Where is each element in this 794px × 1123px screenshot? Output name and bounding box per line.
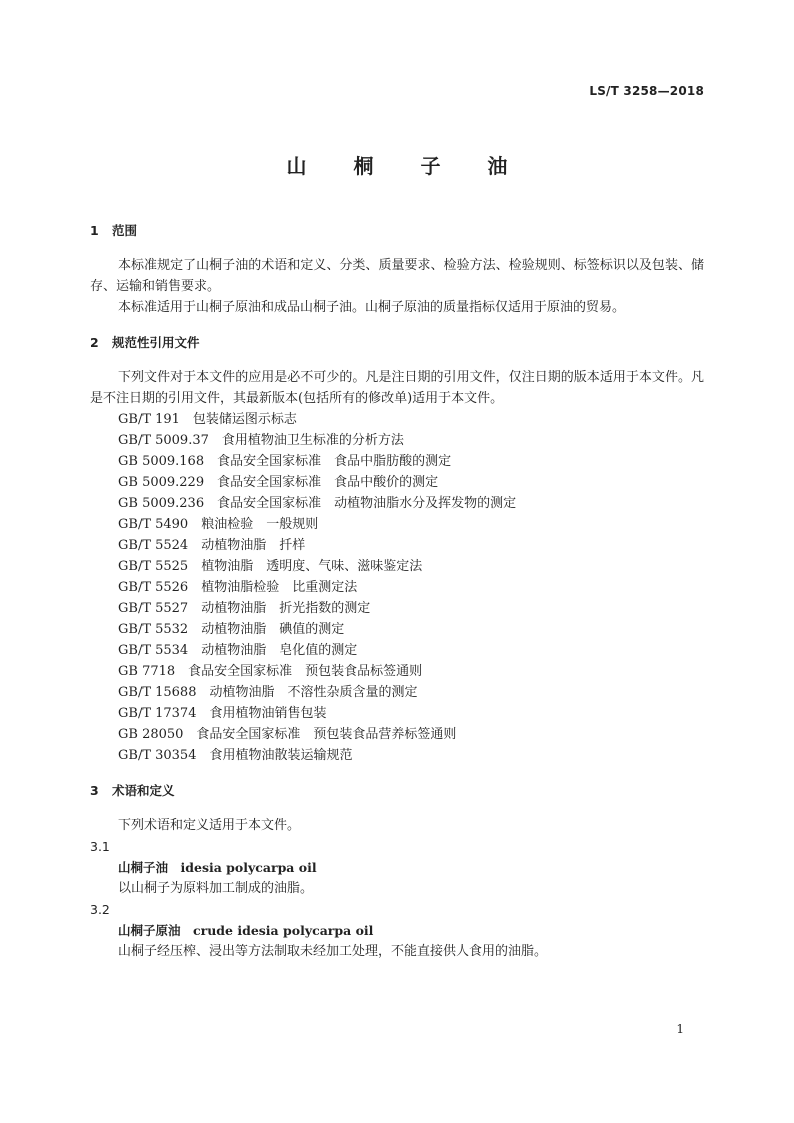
section-heading-scope [90,220,704,241]
terms-intro: 下列术语和定义适用于本文件。 [118,818,301,833]
reference-item: GB/T 30354 食用植物油散装运输规范 [118,748,353,763]
reference-item: GB/T 191 包装储运图示标志 [118,412,297,427]
section-heading-terms [90,780,704,801]
reference-item: GB/T 5526 植物油脂检验 比重测定法 [118,580,358,595]
section-number: 3 [90,783,99,798]
reference-item: GB 7718 食品安全国家标准 预包装食品标签通则 [118,664,423,679]
reference-item: GB/T 5534 动植物油脂 皂化值的测定 [118,643,358,658]
reference-item: GB/T 5525 植物油脂 透明度、气味、滋味鉴定法 [118,559,423,574]
standard-code: LS/T 3258—2018 [589,84,704,98]
reference-item: GB 5009.236 食品安全国家标准 动植物油脂水分及挥发物的测定 [118,496,517,511]
term-number: 3.1 [90,839,110,854]
document-body [90,220,704,962]
term-definition: 以山桐子为原料加工制成的油脂。 [118,881,314,896]
page-number: 1 [676,1022,684,1036]
reference-item: GB/T 15688 动植物油脂 不溶性杂质含量的测定 [118,685,418,700]
reference-item: GB/T 5532 动植物油脂 碘值的测定 [118,622,345,637]
reference-item: GB/T 5527 动植物油脂 折光指数的测定 [118,601,371,616]
reference-item: GB/T 5490 粮油检验 一般规则 [118,517,319,532]
reference-item: GB 5009.229 食品安全国家标准 食品中酸价的测定 [118,475,439,490]
reference-item: GB 5009.168 食品安全国家标准 食品中脂肪酸的测定 [118,454,452,469]
term-name: 山桐子油 idesia polycarpa oil [118,860,317,875]
scope-paragraph: 本标准规定了山桐子油的术语和定义、分类、质量要求、检验方法、检验规则、标签标识以及包装、储存、运输和销售要求。 [90,258,704,294]
section-title: 规范性引用文件 [112,335,200,350]
document-title: 山 桐 子 油 [286,154,528,178]
section-number: 1 [90,223,99,238]
reference-item: GB/T 5524 动植物油脂 扦样 [118,538,306,553]
section-title: 术语和定义 [112,783,175,798]
term-name: 山桐子原油 crude idesia polycarpa oil [118,923,374,938]
section-heading-normative-references [90,332,704,353]
normative-refs-intro: 下列文件对于本文件的应用是必不可少的。凡是注日期的引用文件，仅注日期的版本适用于本文件。凡是不注日期的引用文件，其最新版本(包括所有的修改单)适用于本文件。 [90,370,704,406]
term-number: 3.2 [90,902,110,917]
reference-item: GB/T 17374 食用植物油销售包装 [118,706,327,721]
reference-item: GB/T 5009.37 食用植物油卫生标准的分析方法 [118,433,404,448]
reference-item: GB 28050 食品安全国家标准 预包装食品营养标签通则 [118,727,457,742]
scope-paragraph: 本标准适用于山桐子原油和成品山桐子油。山桐子原油的质量指标仅适用于原油的贸易。 [118,300,626,315]
term-definition: 山桐子经压榨、浸出等方法制取未经加工处理，不能直接供人食用的油脂。 [118,944,548,959]
section-title: 范围 [112,223,138,238]
section-number: 2 [90,335,99,350]
